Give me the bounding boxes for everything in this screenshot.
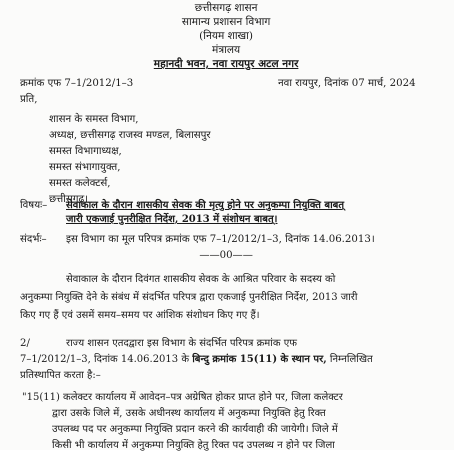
- department-name: सामान्य प्रशासन विभाग: [181, 16, 271, 28]
- paragraph-line: प्रतिस्थापित करता है:–: [20, 370, 101, 381]
- recipient-item: शासन के समस्त विभाग,: [49, 114, 139, 125]
- quote-line: किसी भी कार्यालय में अनुकम्पा नियुक्ति हेतु रिक्त पद उपलब्ध न होने पर जिला: [52, 440, 335, 451]
- recipient-item: छत्तीसगढ़।: [49, 194, 89, 205]
- recipient-item: समस्त संभागायुक्त,: [49, 162, 121, 173]
- subject-line: जारी एकजाई पुनरीक्षित निर्देश, 2013 में संशोधन बाबत्।: [66, 214, 278, 225]
- paragraph-text: निम्नलिखित: [326, 354, 373, 365]
- office-address: महानदी भवन, नवा रायपुर अटल नगर: [153, 58, 299, 70]
- separator: ——00——: [199, 250, 253, 261]
- government-name: छत्तीसगढ़ शासन: [194, 2, 258, 14]
- reference-number: क्रमांक एफ 7–1/2012/1–3: [20, 78, 134, 89]
- recipient-item: अध्यक्ष, छत्तीसगढ़ राजस्व मण्डल, बिलासपुर: [49, 130, 211, 141]
- quote-line: उपलब्ध पद पर अनुकम्पा नियुक्ति प्रदान करने की कार्यवाही की जायेगी। जिले में: [52, 424, 338, 435]
- recipient-item: समस्त विभागाध्यक्ष,: [49, 146, 122, 157]
- recipients-label: प्रति,: [20, 94, 38, 105]
- context-label: संदर्भः–: [20, 234, 47, 245]
- emphasis-text: बिन्दु क्रमांक 15(11) के स्थान पर,: [192, 354, 327, 365]
- section-name: (नियम शाखा): [199, 30, 254, 42]
- quote-line: द्वारा उसके जिले में, उसके अधीनस्थ कार्यालय में अनुकम्पा नियुक्ति हेतु रिक्त: [52, 408, 326, 419]
- quote-line: "15(11) कलेक्टर कार्यालय में आवेदन–पत्र अग्रेषित होकर प्राप्त होने पर, जिला कलेक्टर: [22, 392, 343, 403]
- place-date: नवा रायपुर, दिनांक 07 मार्च, 2024: [278, 78, 416, 89]
- recipient-item: समस्त कलेक्टर्स,: [49, 178, 111, 189]
- paragraph-text: 7–1/2012/1–3, दिनांक 14.06.2013 के: [20, 354, 193, 365]
- context-text: इस विभाग का मूल परिपत्र क्रमांक एफ 7–1/2012/1–3, दिनांक 14.06.2013।: [66, 234, 375, 245]
- paragraph-line: किए गए हैं एवं उसमें समय–समय पर आंशिक संशोधन किए गए हैं।: [20, 310, 260, 321]
- subject-label: विषयः–: [20, 200, 48, 211]
- paragraph-number: 2/: [20, 338, 30, 349]
- paragraph-line: राज्य शासन एतदद्वारा इस विभाग के संदर्भित परिपत्र क्रमांक एफ: [66, 338, 297, 349]
- paragraph-line: अनुकम्पा नियुक्ति देने के संबंध में संदर्भित परिपत्र द्वारा एकजाई पुनरीक्षित निर्देश, 2013 जारी: [20, 292, 358, 303]
- paragraph-line: सेवाकाल के दौरान दिवंगत शासकीय सेवक के आश्रित परिवार के सदस्य को: [66, 274, 336, 285]
- subject-line: सेवाकाल के दौरान शासकीय सेवक की मृत्यु होने पर अनुकम्पा नियुक्ति बाबत्: [66, 200, 345, 211]
- ministry-name: मंत्रालय: [212, 44, 241, 56]
- paragraph-line: [20, 354, 373, 366]
